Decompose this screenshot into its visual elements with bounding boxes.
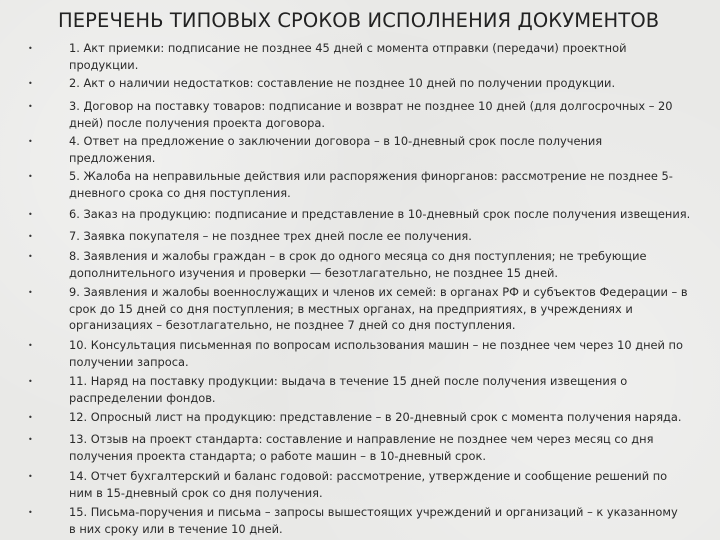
- bullet-icon: •: [28, 288, 33, 297]
- list-item-text: распределении фондов.: [69, 390, 216, 405]
- list-item-text: получении запроса.: [69, 354, 189, 369]
- bullet-icon: •: [28, 252, 33, 261]
- list-item: [28, 504, 689, 537]
- list-item-text: получения проекта стандарта; о работе машин – в 10-дневный срок.: [69, 448, 487, 463]
- list-item: [28, 206, 691, 223]
- list-item-text: 13. Отзыв на проект стандарта: составление и направление не позднее чем через месяц со дня: [69, 432, 654, 446]
- bullet-icon: •: [28, 377, 33, 386]
- list-item: [28, 373, 689, 406]
- list-item-text: 2. Акт о наличии недостатков: составление не позднее 10 дней по получении продукции.: [69, 76, 616, 90]
- bullet-icon: •: [28, 172, 33, 181]
- list-item: [28, 248, 689, 281]
- list-item-text: 15. Письма-поручения и письма – запросы вышестоящих учреждений и организаций – к указанному: [69, 505, 678, 519]
- list-item-text: дневного срока со дня поступления.: [69, 185, 291, 200]
- list-item-text: срок до 15 дней со дня поступления; в местных органах, на предприятиях, в учреждениях и: [69, 301, 633, 316]
- list-item-text: 14. Отчет бухгалтерский и баланс годовой: рассмотрение, утверждение и сообщение решений по: [69, 469, 668, 483]
- bullet-icon: •: [28, 341, 33, 350]
- list-item: [28, 98, 689, 131]
- list-item: [28, 337, 689, 370]
- list-item-text: 8. Заявления и жалобы граждан – в срок до одного месяца со дня поступления; не требующие: [69, 249, 647, 263]
- list-item: [28, 75, 689, 92]
- list-item: [28, 228, 689, 245]
- list-item-text: предложения.: [69, 150, 156, 165]
- list-item-text: в них сроку или в течение 10 дней.: [69, 521, 283, 536]
- list-item-text: дополнительного изучения и проверки — безотлагательно, не позднее 15 дней.: [69, 265, 559, 280]
- bullet-icon: •: [28, 413, 33, 422]
- list-item-text: организациях – безотлагательно, не позднее 7 дней со дня поступления.: [69, 318, 516, 333]
- list-item: [28, 468, 689, 501]
- bullet-icon: •: [28, 210, 33, 219]
- list-item-text: 7. Заявка покупателя – не позднее трех дней после ее получения.: [69, 229, 472, 243]
- list-item-text: 12. Опросный лист на продукцию: представление – в 20-дневный срок с момента получения наряда.: [69, 410, 682, 424]
- list-item-text: 11. Наряд на поставку продукции: выдача в течение 15 дней после получения извещения о: [69, 374, 628, 388]
- list-item: [28, 284, 689, 334]
- list-item-text: 10. Консультация письменная по вопросам использования машин – не позднее чем через 10 дней по: [69, 338, 683, 352]
- list-item-text: 1. Акт приемки: подписание не позднее 45 дней с момента отправки (передачи) проектной: [69, 41, 627, 55]
- bullet-icon: •: [28, 44, 33, 53]
- list-item: [28, 431, 689, 464]
- bullet-icon: •: [28, 435, 33, 444]
- list-item-text: 3. Договор на поставку товаров: подписание и возврат не позднее 10 дней (для долгосрочных – 20: [69, 99, 673, 113]
- list-item-text: ним в 15-дневный срок со дня получения.: [69, 485, 323, 500]
- bullet-icon: •: [28, 232, 33, 241]
- list-item-text: продукции.: [69, 57, 139, 72]
- list-item-text: 6. Заказ на продукцию: подписание и представление в 10-дневный срок после получения извещения.: [69, 207, 691, 221]
- list-item: [28, 40, 689, 73]
- list-item: [28, 133, 689, 166]
- list-item: [28, 168, 689, 201]
- list-item-text: 9. Заявления и жалобы военнослужащих и членов их семей: в органах РФ и субъектов Федерации – в: [69, 285, 688, 299]
- bullet-icon: •: [28, 508, 33, 517]
- bullet-icon: •: [28, 137, 33, 146]
- list-item-text: дней) после получения проекта договора.: [69, 115, 325, 130]
- bullet-icon: •: [28, 102, 33, 111]
- bullet-icon: •: [28, 472, 33, 481]
- bullet-icon: •: [28, 79, 33, 88]
- list-item-text: 5. Жалоба на неправильные действия или распоряжения финорганов: рассмотрение не позднее 5-: [69, 169, 673, 183]
- slide-title: ПЕРЕЧЕНЬ ТИПОВЫХ СРОКОВ ИСПОЛНЕНИЯ ДОКУМЕНТОВ: [58, 9, 660, 32]
- list-item-text: 4. Ответ на предложение о заключении договора – в 10-дневный срок после получения: [69, 134, 603, 148]
- list-item: [28, 409, 689, 426]
